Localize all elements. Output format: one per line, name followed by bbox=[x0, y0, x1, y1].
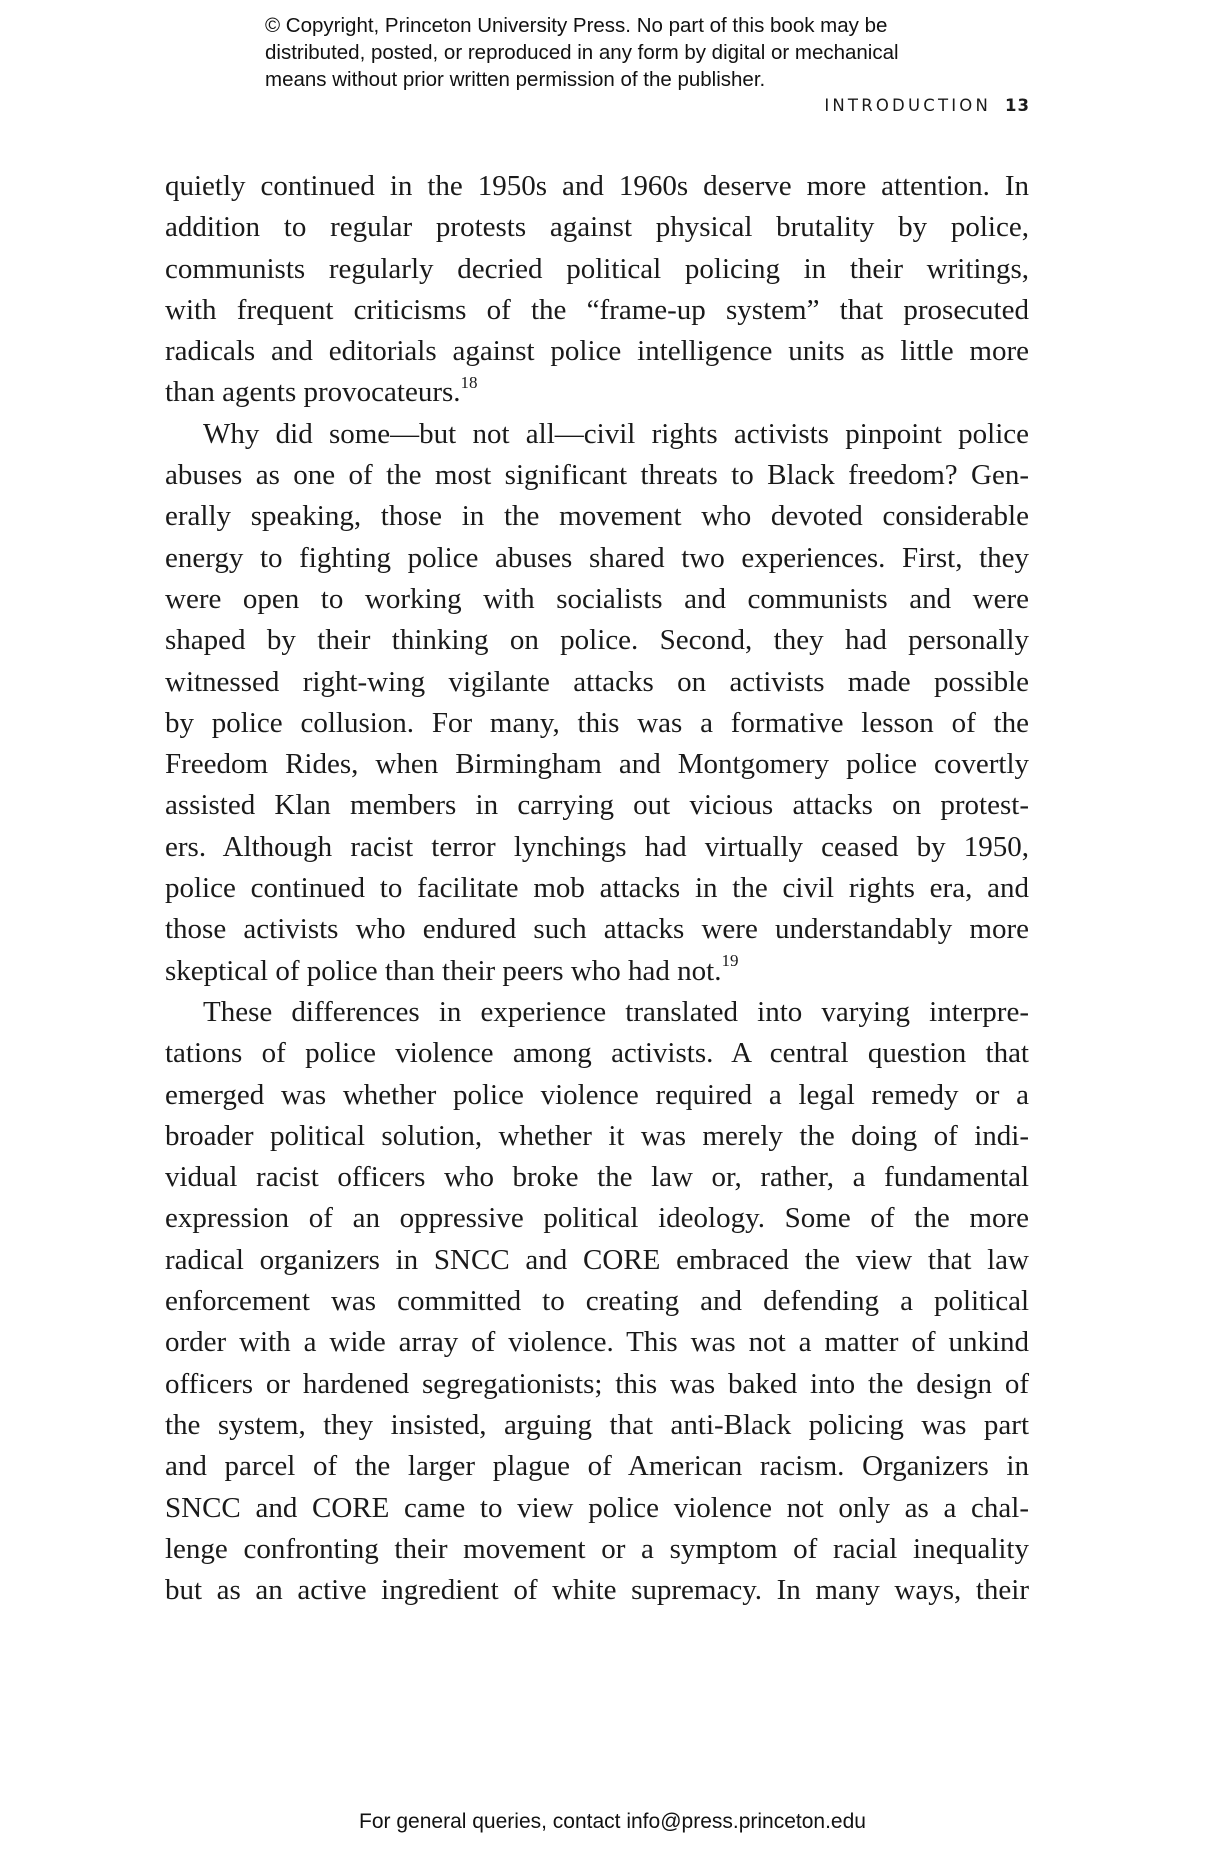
text-line: were open to working with socialists and communists and were bbox=[165, 582, 1029, 615]
text-line: officers or hardened segregationists; this was baked into the design of bbox=[165, 1367, 1029, 1400]
text-line: SNCC and CORE came to view police violence not only as a chal- bbox=[165, 1491, 1029, 1524]
text-line: witnessed right-wing vigilante attacks on activists made possible bbox=[165, 665, 1029, 698]
text-line: quietly continued in the 1950s and 1960s deserve more attention. In bbox=[165, 170, 1029, 202]
text-line: the system, they insisted, arguing that anti-Black policing was part bbox=[165, 1408, 1029, 1441]
text-line: Why did some—but not all—civil rights activists pinpoint police bbox=[203, 417, 1029, 450]
copyright-line: © Copyright, Princeton University Press. No part of this book may be bbox=[265, 14, 888, 37]
text-line: These differences in experience translated into varying interpre- bbox=[203, 995, 1029, 1028]
footnote-ref-19[interactable]: 19 bbox=[721, 950, 739, 970]
copyright-line: distributed, posted, or reproduced in any form by digital or mechanical bbox=[265, 41, 899, 64]
text-line: and parcel of the larger plague of American racism. Organizers in bbox=[165, 1450, 1029, 1483]
text-line: lenge confronting their movement or a symptom of racial inequality bbox=[165, 1532, 1029, 1565]
paragraph-2 bbox=[165, 414, 1029, 992]
text-line: energy to fighting police abuses shared two experiences. First, they bbox=[165, 541, 1029, 574]
text-line bbox=[165, 951, 1029, 992]
text-line: enforcement was committed to creating and defending a political bbox=[165, 1285, 1029, 1318]
text-line: those activists who endured such attacks were understandably more bbox=[165, 913, 1029, 946]
text-line: with frequent criticisms of the “frame-up system” that prosecuted bbox=[165, 293, 1029, 326]
copyright-notice bbox=[265, 12, 1025, 93]
text-line bbox=[165, 372, 1029, 413]
text-line: radicals and editorials against police intelligence units as little more bbox=[165, 335, 1029, 368]
footnote-ref-18[interactable]: 18 bbox=[460, 372, 478, 392]
text-line: ers. Although racist terror lynchings had virtually ceased by 1950, bbox=[165, 830, 1029, 863]
text-line: communists regularly decried political policing in their writings, bbox=[165, 252, 1029, 285]
text-line: shaped by their thinking on police. Second, they had personally bbox=[165, 624, 1029, 657]
text-line: police continued to facilitate mob attacks in the civil rights era, and bbox=[165, 872, 1029, 905]
running-head bbox=[824, 96, 1030, 115]
text-line: order with a wide array of violence. This was not a matter of unkind bbox=[165, 1326, 1029, 1359]
running-head-section: INTRODUCTION bbox=[824, 96, 992, 115]
text-line: broader political solution, whether it was merely the doing of indi- bbox=[165, 1119, 1029, 1152]
copyright-line: means without prior written permission of the publisher. bbox=[265, 68, 766, 91]
text-line: abuses as one of the most significant threats to Black freedom? Gen- bbox=[165, 459, 1029, 492]
text-line: erally speaking, those in the movement who devoted considerable bbox=[165, 500, 1029, 533]
text-line-content: skeptical of police than their peers who had not. bbox=[165, 954, 722, 987]
text-line: expression of an oppressive political ideology. Some of the more bbox=[165, 1202, 1029, 1235]
text-line: assisted Klan members in carrying out vicious attacks on protest- bbox=[165, 789, 1029, 822]
text-line: tations of police violence among activists. A central question that bbox=[165, 1037, 1029, 1070]
footer-contact: For general queries, contact info@press.princeton.edu bbox=[359, 1810, 866, 1833]
text-line: vidual racist officers who broke the law or, rather, a fundamental bbox=[165, 1161, 1029, 1194]
text-line: by police collusion. For many, this was a formative lesson of the bbox=[165, 706, 1029, 739]
text-line: emerged was whether police violence required a legal remedy or a bbox=[165, 1078, 1029, 1111]
text-line: radical organizers in SNCC and CORE embraced the view that law bbox=[165, 1243, 1029, 1276]
text-line-content: than agents provocateurs. bbox=[165, 376, 461, 409]
body-text bbox=[165, 166, 1029, 1611]
text-line: but as an active ingredient of white supremacy. In many ways, their bbox=[165, 1574, 1029, 1607]
text-line: addition to regular protests against physical brutality by police, bbox=[165, 211, 1029, 244]
page-number: 13 bbox=[1005, 96, 1030, 115]
paragraph-3 bbox=[165, 992, 1029, 1611]
paragraph-1 bbox=[165, 166, 1029, 414]
text-line: Freedom Rides, when Birmingham and Montgomery police covertly bbox=[165, 748, 1029, 781]
